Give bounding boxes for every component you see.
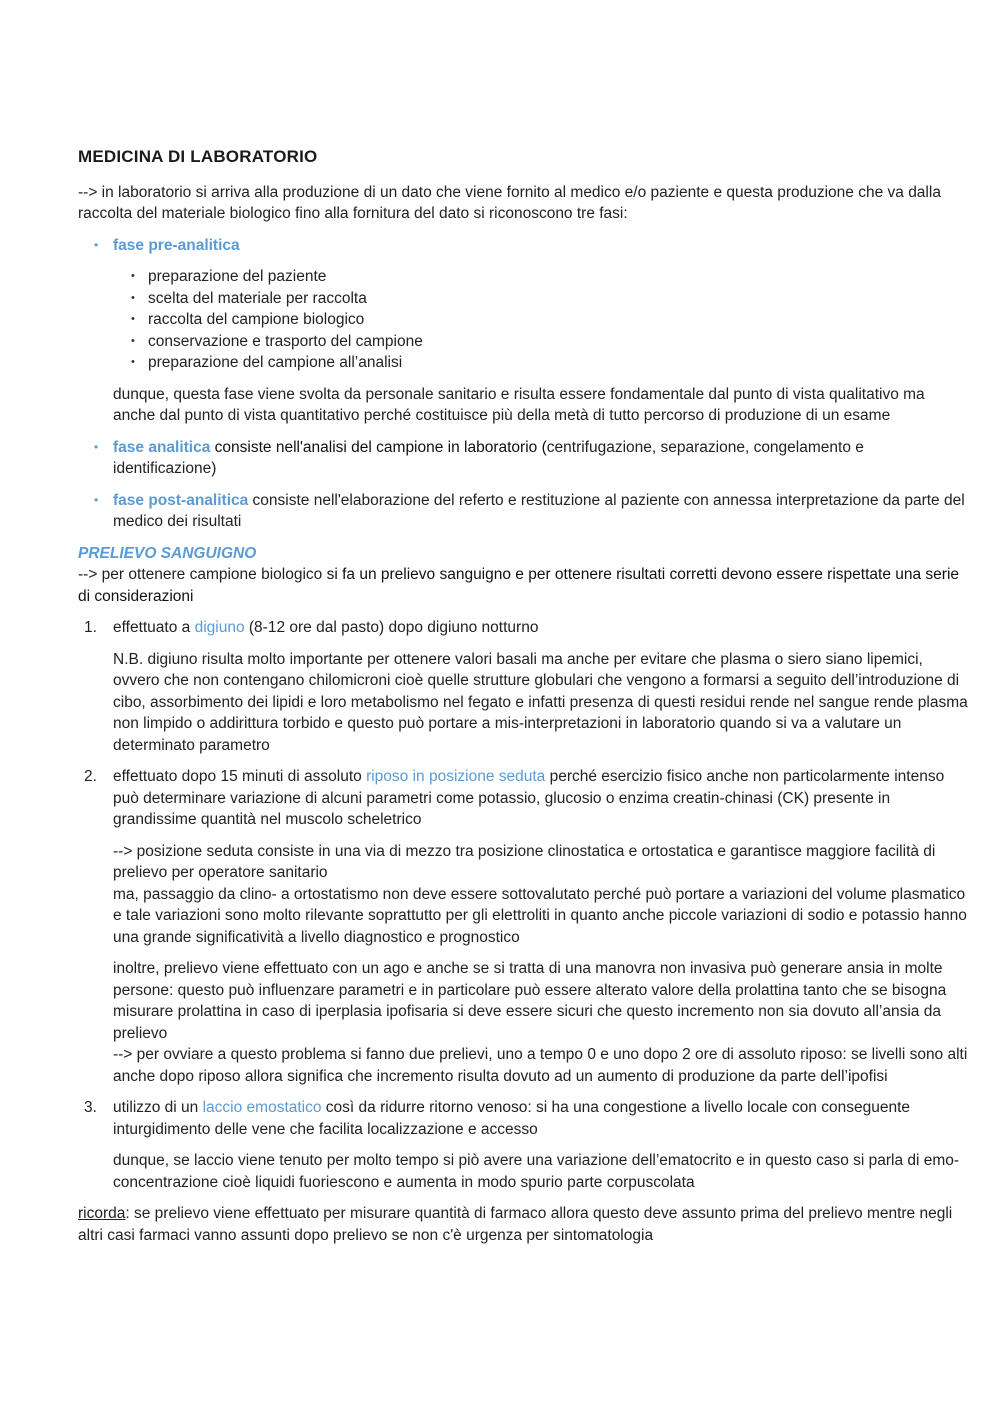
prelievo-steps xyxy=(78,617,968,1193)
step-text-pre: effettuato dopo 15 minuti di assoluto xyxy=(113,768,367,785)
ricorda-paragraph xyxy=(78,1203,968,1246)
phase-text: consiste nell'elaborazione del referto e restituzione al paziente con annessa interpretazione da parte del medico dei risultati xyxy=(113,491,965,530)
phase-analitica xyxy=(78,437,968,480)
step-number: 2. xyxy=(84,768,97,785)
step-text-pre: effettuato a xyxy=(113,619,195,636)
step-number: 1. xyxy=(84,619,97,636)
step-text-post: (8-12 ore dal pasto) dopo digiuno notturno xyxy=(244,619,539,636)
note-line: --> posizione seduta consiste in una via di mezzo tra posizione clinostatica e ortostatica e garantisce maggiore facilità di prelievo per operatore sanitario xyxy=(113,842,936,881)
list-item: • scelta del materiale per raccolta xyxy=(113,288,968,310)
note-line: inoltre, prelievo viene effettuato con un ago e anche se si tratta di una manovra non invasiva può generare ansia in molte persone: questo può influenzare parametri e in particolare può essere alterato valore della prolattina tanto che se bisogna misurare prolattina in caso di iperplasia ipofisaria si deve essere sicuri che questo incremento non sia dovuto all’ansia da prelievo xyxy=(113,960,947,1042)
step-highlight: laccio emostatico xyxy=(202,1099,322,1116)
ricorda-label: ricorda xyxy=(78,1205,126,1222)
prelievo-intro-b: si fa un prelievo sanguigno e per ottenere risultati corretti devono essere rispettate una serie di considerazioni xyxy=(78,566,960,605)
list-item: • raccolta del campione biologico xyxy=(113,309,968,331)
section-title-prelievo: PRELIEVO SANGUIGNO xyxy=(78,544,257,562)
note-line: --> per ovviare a questo problema si fanno due prelievi, uno a tempo 0 e uno dopo 2 ore di assoluto riposo: se livelli sono alti anche dopo riposo allora significa che incremento risulta dovuto ad un aumento di produzione da parte dell’ipofisi xyxy=(113,1046,968,1085)
step-note: N.B. digiuno risulta molto importante per ottenere valori basali ma anche per evitare che plasma o siero siano lipemici, ovvero che non contengano chilomicroni cioè quelle strutture globulari che vengono a formarsi a seguito dell’introduzione di cibo, assorbimento dei lipidi e loro metabolismo nel fegato e infatti presenza di questi residui rende nel sangue rende plasma non limpido o addirittura torbido e questo può portare a mis-interpretazioni in laboratorio quando si va a valutare un determinato parametro xyxy=(113,650,968,754)
prelievo-intro-a: --> per ottenere campione biologico xyxy=(78,566,323,583)
phase-post-analitica xyxy=(78,490,968,533)
list-item: • preparazione del paziente xyxy=(113,266,968,288)
step-text-pre: utilizzo di un xyxy=(113,1099,203,1116)
phase-pre-analitica xyxy=(78,235,968,427)
phases-list xyxy=(78,235,968,533)
step-text xyxy=(113,617,968,639)
list-item: • conservazione e trasporto del campione xyxy=(113,331,968,353)
step-note: dunque, se laccio viene tenuto per molto tempo si piò avere una variazione dell’ematocrito e in questo caso si parla di emo-concentrazione cioè liquidi fuoriescono e aumenta in modo spurio parte corpuscolata xyxy=(113,1152,960,1191)
phase-name: fase analitica xyxy=(113,438,211,456)
prelievo-intro xyxy=(78,564,968,607)
step-text-post: perché esercizio fisico anche non particolarmente intenso può determinare variazione di alcuni parametri come potassio, glucosio o enzima creatin-chinasi (CK) presente in grandissime quantità nel muscolo scheletrico xyxy=(113,768,945,828)
step-riposo xyxy=(78,766,968,1087)
phase-name: fase pre-analitica xyxy=(113,236,240,254)
step-text xyxy=(113,766,968,831)
step-digiuno xyxy=(78,617,968,756)
document-content xyxy=(78,146,968,1256)
step-highlight: riposo in posizione seduta xyxy=(366,768,546,785)
step-text-post: così da ridurre ritorno venoso: si ha una congestione a livello locale con conseguente inturgidimento delle vene che facilita localizzazione e accesso xyxy=(113,1099,911,1138)
phase-text: consiste nell'analisi del campione in laboratorio ( xyxy=(210,438,547,456)
intro-paragraph: --> in laboratorio si arriva alla produzione di un dato che viene fornito al medico e/o paziente e questa produzione che va dalla raccolta del materiale biologico fino alla fornitura del dato si riconoscono tre fasi: xyxy=(78,183,941,222)
step-text xyxy=(113,1097,968,1140)
step-note xyxy=(113,958,968,1087)
ricorda-text: : se prelievo viene effettuato per misurare quantità di farmaco allora questo deve assunto prima del prelievo mentre negli altri casi farmaci vanno assunti dopo prelievo se non c'è urgenza per sintomatologia xyxy=(78,1205,953,1244)
step-number: 3. xyxy=(84,1099,97,1116)
step-highlight: digiuno xyxy=(194,619,245,636)
phase-text-cont: centrifugazione, separazione, congelamento e identificazione) xyxy=(113,438,864,477)
pre-analitica-note: dunque, questa fase viene svolta da personale sanitario e risulta essere fondamentale dal punto di vista qualitativo ma anche dal punto di vista quantitativo perché costituisce più della metà di tutto percorso di produzione di un esame xyxy=(113,385,925,424)
step-laccio xyxy=(78,1097,968,1193)
note-line: ma, passaggio da clino- a ortostatismo non deve essere sottovalutato perché può portare a variazioni del volume plasmatico e tale variazioni sono molto rilevante soprattutto per gli elettroliti in quanto anche piccole variazioni di sodio e potassio hanno una grande significatività a livello diagnostico e prognostico xyxy=(113,885,967,946)
step-note xyxy=(113,841,968,949)
phase-name: fase post-analitica xyxy=(113,491,249,509)
list-item: • preparazione del campione all’analisi xyxy=(113,352,968,374)
pre-analitica-steps xyxy=(113,266,968,374)
page-title: MEDICINA DI LABORATORIO xyxy=(78,147,318,166)
